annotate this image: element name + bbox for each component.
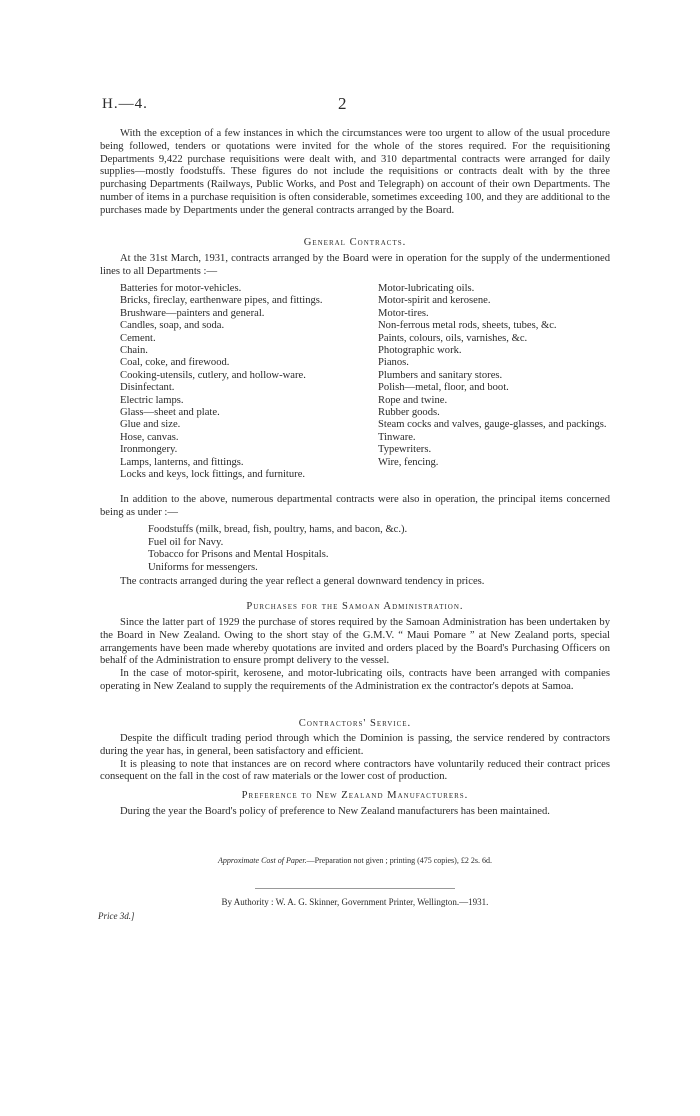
contract-item: Electric lamps. xyxy=(120,394,184,406)
departmental-items-list xyxy=(148,524,407,574)
departmental-intro: In addition to the above, numerous departmental contracts were also in operation, the principal items concerned being as under :— xyxy=(100,494,610,518)
intro-paragraph: With the exception of a few instances in which the circumstances were too urgent to allow of the usual procedure being followed, tenders or quotations were invited for the whole of the stores required. For the requisitioning Departments 9,422 purchase requisitions were dealt with, and 310 departmental contracts were arranged for daily supplies—mostly foodstuffs. These figures do not include the requisitions or contracts dealt with by the three purchasing Departments (Railways, Public Works, and Post and Telegraph) on account of their own Departments. The number of items in a purchase requisition is often considerable, sometimes exceeding 100, and they are additional to the purchases made by Departments under the general contracts arranged by the Board. xyxy=(100,128,610,216)
contract-item: Glass—sheet and plate. xyxy=(120,407,220,419)
contracts-list-left xyxy=(120,283,370,482)
contract-item: Paints, colours, oils, varnishes, &c. xyxy=(378,332,528,344)
samoan-section xyxy=(100,617,610,694)
document-reference: H.—4. xyxy=(102,96,148,112)
contract-item: Glue and size. xyxy=(120,419,181,431)
contract-item: Cooking-utensils, cutlery, and hollow-ware. xyxy=(120,369,306,381)
intro-section xyxy=(100,128,610,218)
contracts-list-right xyxy=(378,283,610,469)
preference-heading: Preference to New Zealand Manufacturers. xyxy=(241,790,469,801)
printer-authority: By Authority : W. A. G. Skinner, Government Printer, Wellington.—1931. xyxy=(221,897,489,907)
contract-item: Motor-lubricating oils. xyxy=(378,283,475,294)
samoan-paragraph-2: In the case of motor-spirit, kerosene, and motor-lubricating oils, contracts have been arranged with companies operating in New Zealand to supply the requirements of the Administration ex the contractor's depots at Samoa. xyxy=(100,668,610,692)
contract-item: Batteries for motor-vehicles. xyxy=(120,283,242,294)
contractors-paragraph-2: It is pleasing to note that instances are on record where contractors have voluntarily reduced their contract prices consequent on the fall in the cost of raw materials or the lower cost of production. xyxy=(100,758,610,783)
contractors-heading: Contractors' Service. xyxy=(298,718,412,729)
preference-section xyxy=(100,806,610,819)
footer-divider xyxy=(255,888,455,889)
samoan-paragraph-1: Since the latter part of 1929 the purchase of stores required by the Samoan Administration has been undertaken by the Board in New Zealand. Owing to the short stay of the G.M.V. “ Maui Pomare ” at New Zealand ports, special arrangements have been made whereby quotations are invited and orders placed by the Board's Purchasing Officers on behalf of the Administration to ensure prompt delivery to the vessel. xyxy=(100,617,610,667)
general-contracts-heading: General Contracts. xyxy=(303,237,407,248)
contract-item: Pianos. xyxy=(378,357,409,369)
contract-item: Motor-spirit and kerosene. xyxy=(378,295,491,307)
departmental-intro-section xyxy=(100,494,610,520)
contract-item: Ironmongery. xyxy=(120,444,178,456)
departmental-item: Tobacco for Prisons and Mental Hospitals. xyxy=(148,549,329,561)
contract-item: Tinware. xyxy=(378,431,416,443)
contract-item: Rubber goods. xyxy=(378,407,440,419)
contract-item: Coal, coke, and firewood. xyxy=(120,357,230,369)
contract-item: Bricks, fireclay, earthenware pipes, and fittings. xyxy=(120,295,323,307)
contract-item: Disinfectant. xyxy=(120,382,175,394)
contract-item: Brushware—painters and general. xyxy=(120,307,265,319)
contractors-section xyxy=(100,733,610,784)
preference-paragraph: During the year the Board's policy of preference to New Zealand manufacturers has been maintained. xyxy=(120,806,550,817)
contract-item: Typewriters. xyxy=(378,444,432,456)
contract-item: Candles, soap, and soda. xyxy=(120,320,225,332)
trend-paragraph: The contracts arranged during the year reflect a general downward tendency in prices. xyxy=(120,576,485,587)
contract-item: Polish—metal, floor, and boot. xyxy=(378,382,509,394)
contract-item: Non-ferrous metal rods, sheets, tubes, &c. xyxy=(378,320,557,332)
contract-item: Motor-tires. xyxy=(378,307,429,319)
contract-item: Cement. xyxy=(120,332,156,344)
contract-item: Locks and keys, lock fittings, and furniture. xyxy=(120,469,306,481)
contract-item: Plumbers and sanitary stores. xyxy=(378,369,503,381)
page-number: 2 xyxy=(338,94,347,113)
general-contracts-intro: At the 31st March, 1931, contracts arranged by the Board were in operation for the supply of the undermentioned lines to all Departments :— xyxy=(100,253,610,277)
contract-item: Photographic work. xyxy=(378,345,462,357)
contract-item: Steam cocks and valves, gauge-glasses, and packings. xyxy=(378,419,607,431)
contract-item: Lamps, lanterns, and fittings. xyxy=(120,456,244,468)
departmental-item: Foodstuffs (milk, bread, fish, poultry, hams, and bacon, &c.). xyxy=(148,524,408,535)
contract-item: Chain. xyxy=(120,345,148,357)
contract-item: Wire, fencing. xyxy=(378,456,439,468)
contractors-paragraph-1: Despite the difficult trading period through which the Dominion is passing, the service rendered by contractors during the year has, in general, been satisfactory and efficient. xyxy=(100,733,610,757)
cost-of-paper-note xyxy=(100,856,610,865)
trend-section xyxy=(100,576,610,589)
cost-label: Approximate Cost of Paper. xyxy=(218,856,307,865)
general-contracts-intro-section xyxy=(100,253,610,279)
departmental-item: Fuel oil for Navy. xyxy=(148,536,224,548)
price-note: Price 3d.] xyxy=(98,911,135,921)
cost-text: —Preparation not given ; printing (475 copies), £2 2s. 6d. xyxy=(306,856,492,865)
contract-item: Hose, canvas. xyxy=(120,431,179,443)
contract-item: Rope and twine. xyxy=(378,394,448,406)
samoan-heading: Purchases for the Samoan Administration. xyxy=(246,601,464,612)
departmental-item: Uniforms for messengers. xyxy=(148,561,258,573)
